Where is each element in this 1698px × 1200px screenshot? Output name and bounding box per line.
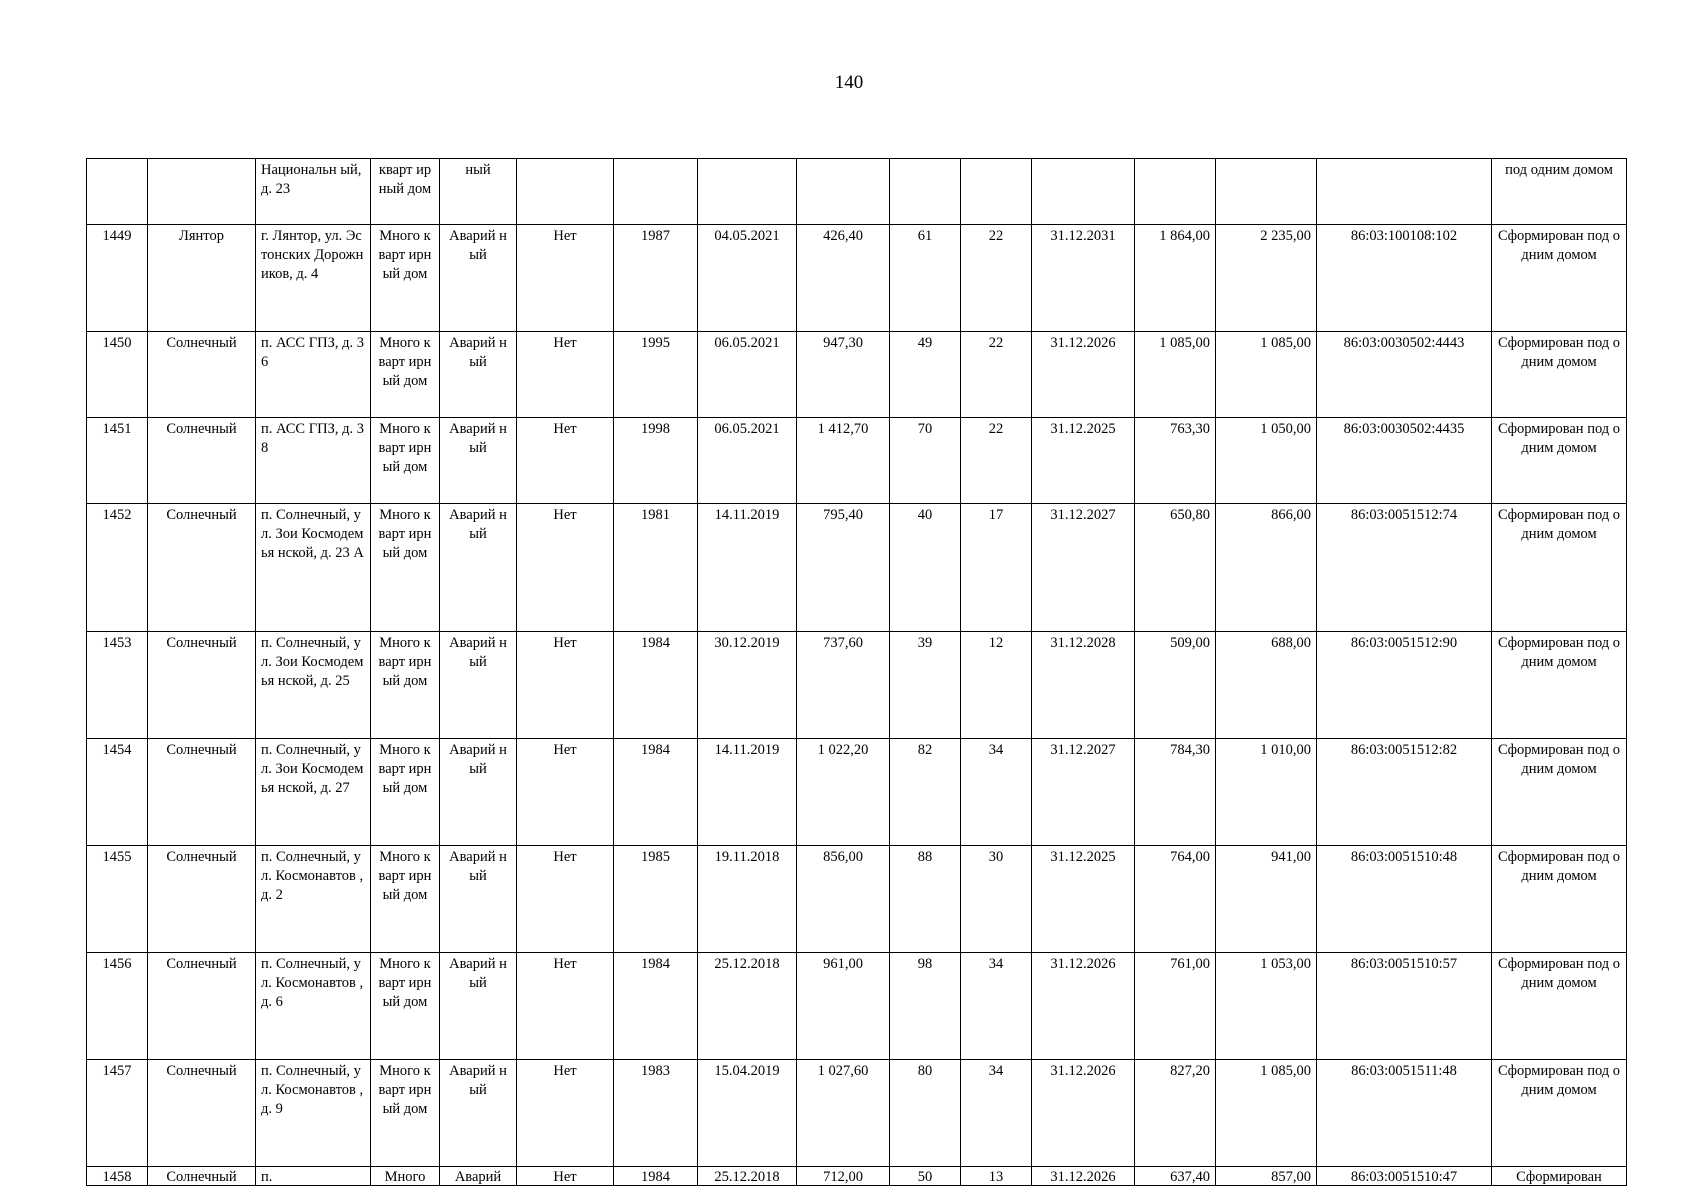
cell-address: п. Солнечный, ул. Зои Космодемья нской, д. 27: [256, 739, 371, 846]
cell-address: п. Солнечный, ул. Космонавтов , д. 9: [256, 1060, 371, 1167]
cell-land-area: 761,00: [1135, 953, 1216, 1060]
cell-area: 947,30: [797, 332, 890, 418]
cell-flag: Нет: [517, 418, 614, 504]
housing-registry-table: [86, 158, 1627, 1186]
cell-land-area-2: 1 010,00: [1216, 739, 1317, 846]
cell-apartments: 12: [961, 632, 1032, 739]
cell-area: [797, 159, 890, 225]
cell-flag: Нет: [517, 1167, 614, 1186]
cell-cadastral-number: 86:03:0051510:48: [1317, 846, 1492, 953]
cell-apartments: 34: [961, 739, 1032, 846]
cell-municipality: Солнечный: [148, 739, 256, 846]
cell-deadline: 31.12.2028: [1032, 632, 1135, 739]
cell-deadline: 31.12.2025: [1032, 418, 1135, 504]
cell-flag: Нет: [517, 332, 614, 418]
cell-residents: 82: [890, 739, 961, 846]
cell-apartments: 22: [961, 418, 1032, 504]
cell-area: 961,00: [797, 953, 890, 1060]
cell-municipality: Солнечный: [148, 1060, 256, 1167]
cell-date: 14.11.2019: [698, 739, 797, 846]
cell-date: 30.12.2019: [698, 632, 797, 739]
cell-area: 856,00: [797, 846, 890, 953]
cell-building-type: Много кварт ирный дом: [371, 739, 440, 846]
cell-date: 25.12.2018: [698, 953, 797, 1060]
cell-cadastral-number: 86:03:0030502:4435: [1317, 418, 1492, 504]
cell-residents: 50: [890, 1167, 961, 1186]
cell-municipality: Солнечный: [148, 1167, 256, 1186]
cell-status: Сформирован под одним домом: [1492, 225, 1627, 332]
cell-condition: Аварий: [440, 1167, 517, 1186]
cell-apartments: 17: [961, 504, 1032, 632]
cell-building-type: Много кварт ирный дом: [371, 225, 440, 332]
cell-residents: 70: [890, 418, 961, 504]
cell-building-type: Много кварт ирный дом: [371, 846, 440, 953]
cell-area: 426,40: [797, 225, 890, 332]
cell-number: 1451: [87, 418, 148, 504]
cell-date: 04.05.2021: [698, 225, 797, 332]
cell-land-area-2: 1 085,00: [1216, 332, 1317, 418]
cell-municipality: Солнечный: [148, 632, 256, 739]
cell-residents: 40: [890, 504, 961, 632]
cell-deadline: 31.12.2026: [1032, 1167, 1135, 1186]
cell-address: п. АСС ГПЗ, д. 38: [256, 418, 371, 504]
cell-land-area-2: 1 053,00: [1216, 953, 1317, 1060]
cell-status: Сформирован под одним домом: [1492, 1060, 1627, 1167]
cell-condition: Аварий ный: [440, 225, 517, 332]
cell-address: г. Лянтор, ул. Эстонских Дорожников, д. 4: [256, 225, 371, 332]
cell-flag: Нет: [517, 1060, 614, 1167]
cell-building-type: Много кварт ирный дом: [371, 953, 440, 1060]
cell-condition: Аварий ный: [440, 953, 517, 1060]
cell-number: 1454: [87, 739, 148, 846]
cell-flag: Нет: [517, 953, 614, 1060]
cell-address: Национальн ый, д. 23: [256, 159, 371, 225]
table-row: [87, 1060, 1627, 1167]
cell-number: [87, 159, 148, 225]
cell-condition: Аварий ный: [440, 418, 517, 504]
cell-building-type: Много: [371, 1167, 440, 1186]
cell-flag: Нет: [517, 846, 614, 953]
cell-area: 1 022,20: [797, 739, 890, 846]
cell-flag: Нет: [517, 225, 614, 332]
cell-condition: Аварий ный: [440, 1060, 517, 1167]
cell-apartments: 34: [961, 953, 1032, 1060]
cell-year: 1995: [614, 332, 698, 418]
cell-date: 15.04.2019: [698, 1060, 797, 1167]
cell-number: 1450: [87, 332, 148, 418]
cell-deadline: 31.12.2027: [1032, 504, 1135, 632]
cell-year: 1984: [614, 739, 698, 846]
cell-residents: 88: [890, 846, 961, 953]
cell-address: п. Солнечный, ул. Космонавтов , д. 2: [256, 846, 371, 953]
cell-land-area: 827,20: [1135, 1060, 1216, 1167]
cell-status: Сформирован под одним домом: [1492, 332, 1627, 418]
cell-land-area: [1135, 159, 1216, 225]
cell-address: п. Солнечный, ул. Зои Космодемья нской, д. 23 А: [256, 504, 371, 632]
cell-condition: Аварий ный: [440, 632, 517, 739]
cell-municipality: Солнечный: [148, 953, 256, 1060]
cell-cadastral-number: 86:03:100108:102: [1317, 225, 1492, 332]
cell-cadastral-number: 86:03:0051510:47: [1317, 1167, 1492, 1186]
cell-municipality: [148, 159, 256, 225]
cell-year: 1987: [614, 225, 698, 332]
cell-building-type: кварт ирный дом: [371, 159, 440, 225]
cell-land-area: 764,00: [1135, 846, 1216, 953]
cell-building-type: Много кварт ирный дом: [371, 632, 440, 739]
cell-status: Сформирован под одним домом: [1492, 418, 1627, 504]
cell-number: 1452: [87, 504, 148, 632]
cell-address: п. Солнечный, ул. Космонавтов , д. 6: [256, 953, 371, 1060]
cell-cadastral-number: [1317, 159, 1492, 225]
cell-deadline: 31.12.2027: [1032, 739, 1135, 846]
cell-date: 06.05.2021: [698, 332, 797, 418]
cell-year: [614, 159, 698, 225]
cell-number: 1449: [87, 225, 148, 332]
cell-municipality: Солнечный: [148, 418, 256, 504]
cell-address: п.: [256, 1167, 371, 1186]
cell-deadline: 31.12.2025: [1032, 846, 1135, 953]
cell-area: 795,40: [797, 504, 890, 632]
cell-cadastral-number: 86:03:0030502:4443: [1317, 332, 1492, 418]
cell-deadline: 31.12.2026: [1032, 953, 1135, 1060]
cell-year: 1984: [614, 632, 698, 739]
cell-land-area-2: [1216, 159, 1317, 225]
cell-number: 1457: [87, 1060, 148, 1167]
cell-apartments: 30: [961, 846, 1032, 953]
cell-status: Сформирован под одним домом: [1492, 739, 1627, 846]
cell-land-area: 1 864,00: [1135, 225, 1216, 332]
cell-land-area-2: 2 235,00: [1216, 225, 1317, 332]
cell-land-area: 763,30: [1135, 418, 1216, 504]
cell-deadline: [1032, 159, 1135, 225]
cell-address: п. Солнечный, ул. Зои Космодемья нской, д. 25: [256, 632, 371, 739]
cell-apartments: 22: [961, 332, 1032, 418]
cell-address: п. АСС ГПЗ, д. 36: [256, 332, 371, 418]
cell-number: 1456: [87, 953, 148, 1060]
cell-land-area-2: 688,00: [1216, 632, 1317, 739]
cell-building-type: Много кварт ирный дом: [371, 332, 440, 418]
cell-land-area-2: 866,00: [1216, 504, 1317, 632]
cell-condition: Аварий ный: [440, 739, 517, 846]
cell-date: 14.11.2019: [698, 504, 797, 632]
cell-municipality: Лянтор: [148, 225, 256, 332]
cell-date: [698, 159, 797, 225]
cell-status: под одним домом: [1492, 159, 1627, 225]
cell-residents: 39: [890, 632, 961, 739]
cell-residents: 61: [890, 225, 961, 332]
cell-year: 1984: [614, 953, 698, 1060]
cell-status: Сформирован: [1492, 1167, 1627, 1186]
cell-area: 1 412,70: [797, 418, 890, 504]
cell-year: 1984: [614, 1167, 698, 1186]
cell-municipality: Солнечный: [148, 504, 256, 632]
table-row: [87, 418, 1627, 504]
page-number: 140: [834, 72, 864, 93]
table-row: [87, 504, 1627, 632]
cell-year: 1981: [614, 504, 698, 632]
cell-land-area-2: 941,00: [1216, 846, 1317, 953]
cell-building-type: Много кварт ирный дом: [371, 1060, 440, 1167]
cell-land-area: 509,00: [1135, 632, 1216, 739]
table-row: [87, 332, 1627, 418]
cell-apartments: 13: [961, 1167, 1032, 1186]
table-row: [87, 1167, 1627, 1186]
cell-building-type: Много кварт ирный дом: [371, 418, 440, 504]
cell-cadastral-number: 86:03:0051512:82: [1317, 739, 1492, 846]
cell-flag: Нет: [517, 504, 614, 632]
cell-residents: 80: [890, 1060, 961, 1167]
cell-condition: Аварий ный: [440, 332, 517, 418]
cell-land-area: 637,40: [1135, 1167, 1216, 1186]
cell-condition: ный: [440, 159, 517, 225]
table-row: [87, 846, 1627, 953]
cell-status: Сформирован под одним домом: [1492, 632, 1627, 739]
cell-area: 712,00: [797, 1167, 890, 1186]
table-row: [87, 159, 1627, 225]
cell-apartments: [961, 159, 1032, 225]
cell-number: 1453: [87, 632, 148, 739]
cell-deadline: 31.12.2026: [1032, 332, 1135, 418]
cell-date: 25.12.2018: [698, 1167, 797, 1186]
cell-residents: 98: [890, 953, 961, 1060]
cell-area: 1 027,60: [797, 1060, 890, 1167]
cell-apartments: 34: [961, 1060, 1032, 1167]
cell-flag: [517, 159, 614, 225]
cell-date: 19.11.2018: [698, 846, 797, 953]
cell-flag: Нет: [517, 632, 614, 739]
cell-apartments: 22: [961, 225, 1032, 332]
cell-year: 1983: [614, 1060, 698, 1167]
cell-date: 06.05.2021: [698, 418, 797, 504]
cell-municipality: Солнечный: [148, 332, 256, 418]
cell-land-area: 650,80: [1135, 504, 1216, 632]
table-row: [87, 953, 1627, 1060]
cell-area: 737,60: [797, 632, 890, 739]
cell-land-area-2: 857,00: [1216, 1167, 1317, 1186]
cell-year: 1998: [614, 418, 698, 504]
cell-deadline: 31.12.2031: [1032, 225, 1135, 332]
cell-condition: Аварий ный: [440, 504, 517, 632]
table-row: [87, 632, 1627, 739]
cell-condition: Аварий ный: [440, 846, 517, 953]
cell-flag: Нет: [517, 739, 614, 846]
table-row: [87, 225, 1627, 332]
cell-cadastral-number: 86:03:0051512:74: [1317, 504, 1492, 632]
cell-land-area: 1 085,00: [1135, 332, 1216, 418]
cell-land-area: 784,30: [1135, 739, 1216, 846]
cell-cadastral-number: 86:03:0051512:90: [1317, 632, 1492, 739]
table-row: [87, 739, 1627, 846]
cell-number: 1458: [87, 1167, 148, 1186]
table-body: [87, 159, 1627, 1186]
cell-cadastral-number: 86:03:0051511:48: [1317, 1060, 1492, 1167]
cell-residents: [890, 159, 961, 225]
cell-status: Сформирован под одним домом: [1492, 846, 1627, 953]
cell-status: Сформирован под одним домом: [1492, 504, 1627, 632]
cell-cadastral-number: 86:03:0051510:57: [1317, 953, 1492, 1060]
cell-land-area-2: 1 085,00: [1216, 1060, 1317, 1167]
cell-residents: 49: [890, 332, 961, 418]
cell-building-type: Много кварт ирный дом: [371, 504, 440, 632]
cell-municipality: Солнечный: [148, 846, 256, 953]
cell-year: 1985: [614, 846, 698, 953]
cell-land-area-2: 1 050,00: [1216, 418, 1317, 504]
cell-number: 1455: [87, 846, 148, 953]
cell-status: Сформирован под одним домом: [1492, 953, 1627, 1060]
cell-deadline: 31.12.2026: [1032, 1060, 1135, 1167]
